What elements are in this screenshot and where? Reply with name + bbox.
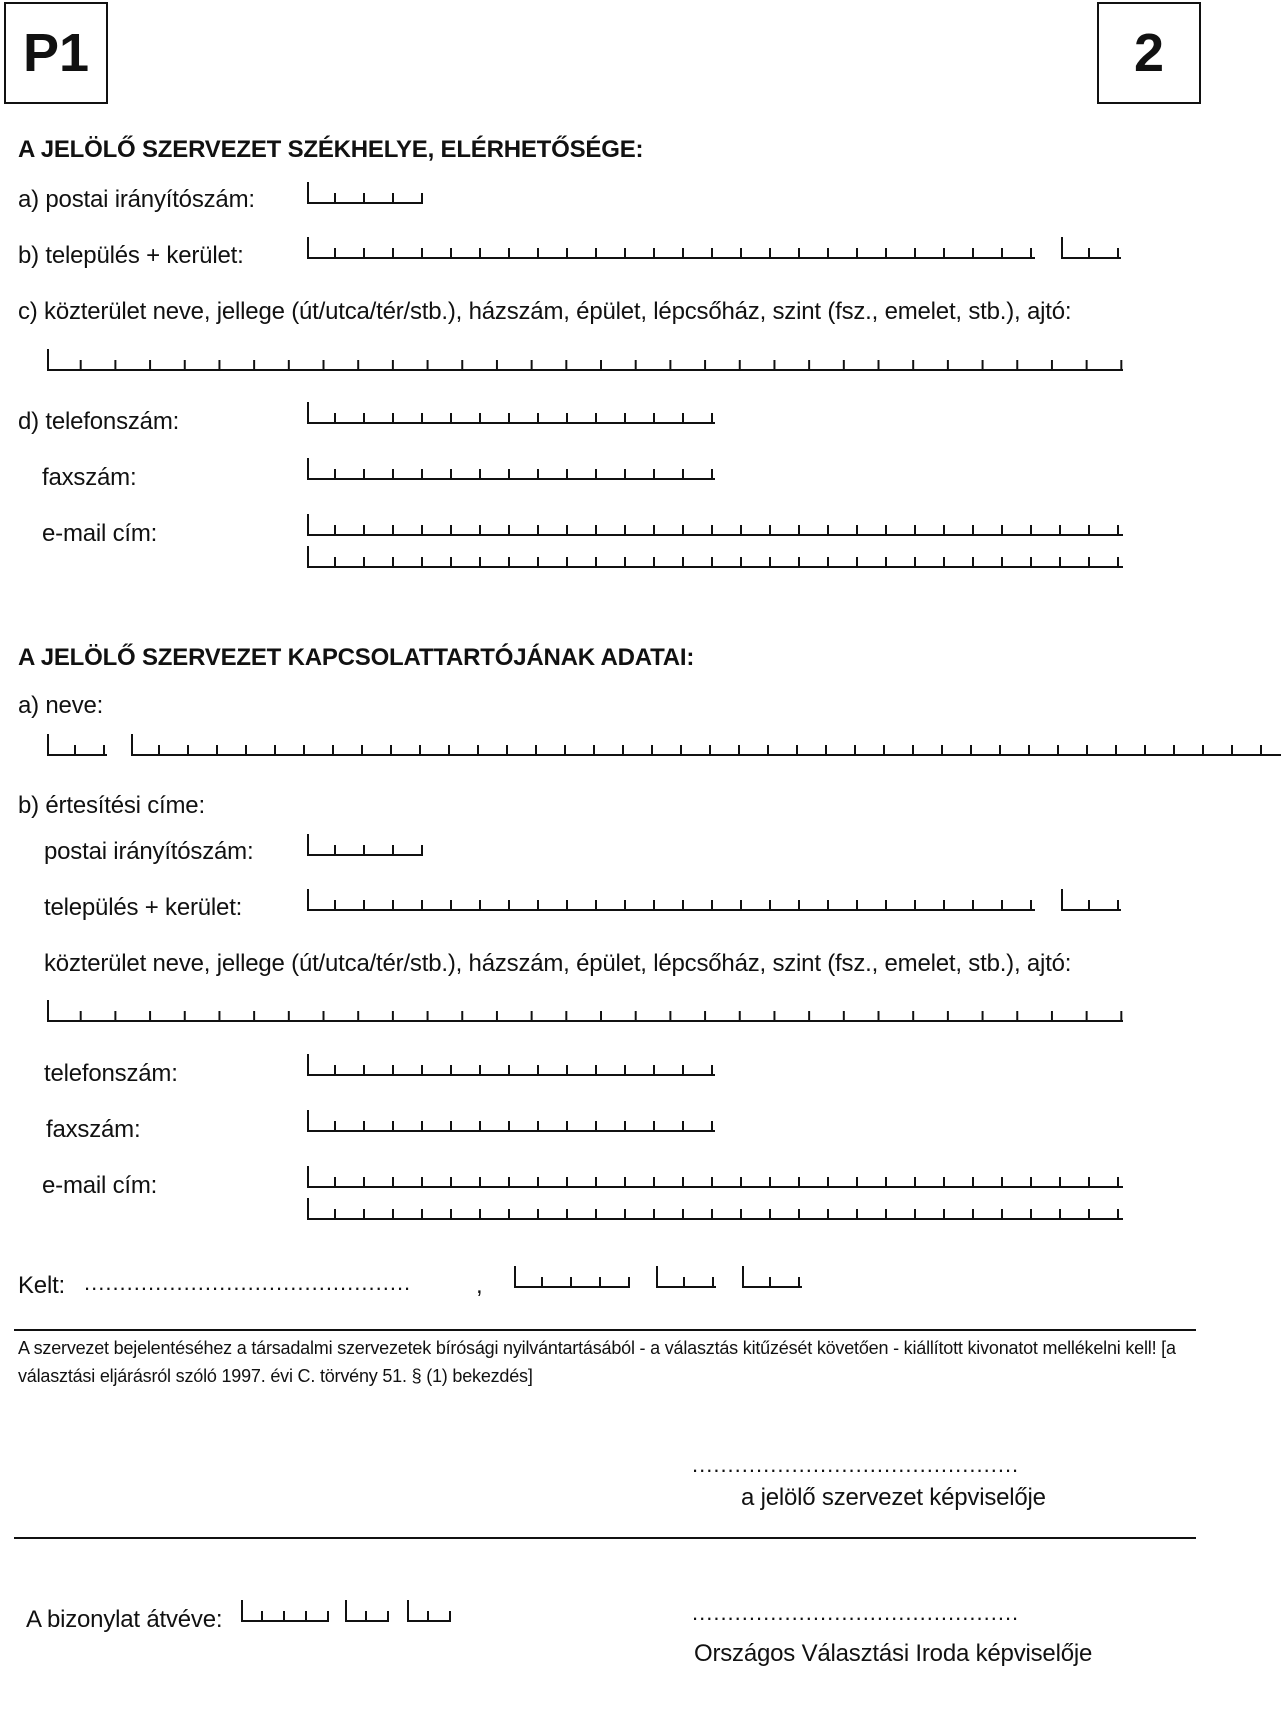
- contact-title-field[interactable]: [47, 734, 107, 756]
- contact-street-label: közterület neve, jellege (út/utca/tér/stb.), házszám, épület, lépcsőház, szint (fsz., emelet, stb.), ajtó:: [44, 950, 1072, 977]
- contact-fax-label: faxszám:: [46, 1116, 141, 1143]
- kelt-label: Kelt:: [18, 1272, 66, 1299]
- receipt-year-field[interactable]: [241, 1600, 329, 1622]
- fax-label: faxszám:: [42, 464, 137, 491]
- contact-name-label: a) neve:: [18, 692, 104, 719]
- receipt-month-field[interactable]: [345, 1600, 389, 1622]
- phone-field[interactable]: [307, 402, 715, 424]
- contact-phone-field[interactable]: [307, 1054, 715, 1076]
- postal-code-field[interactable]: [307, 182, 423, 204]
- form-code: P1: [22, 23, 90, 83]
- contact-email-field-line1[interactable]: [307, 1166, 1123, 1188]
- contact-email-field-line2[interactable]: [307, 1198, 1123, 1220]
- contact-name-field[interactable]: [131, 734, 1281, 756]
- kelt-month-field[interactable]: [656, 1266, 716, 1288]
- page-number-box: [1097, 2, 1201, 104]
- contact-email-label: e-mail cím:: [42, 1172, 158, 1199]
- email-label: e-mail cím:: [42, 520, 158, 547]
- divider-top: [14, 1329, 1196, 1331]
- street-field[interactable]: [47, 349, 1123, 371]
- contact-district-field[interactable]: [1061, 889, 1121, 911]
- kelt-year-field[interactable]: [514, 1266, 630, 1288]
- postal-code-label: a) postai irányítószám:: [18, 186, 255, 213]
- contact-city-label: település + kerület:: [44, 894, 243, 921]
- contact-phone-label: telefonszám:: [44, 1060, 178, 1087]
- contact-postal-code-label: postai irányítószám:: [44, 838, 254, 865]
- contact-city-field[interactable]: [307, 889, 1035, 911]
- email-field-line1[interactable]: [307, 514, 1123, 536]
- contact-fax-field[interactable]: [307, 1110, 715, 1132]
- fax-field[interactable]: [307, 458, 715, 480]
- divider-bottom: [14, 1537, 1196, 1539]
- notification-address-label: b) értesítési címe:: [18, 792, 205, 819]
- receipt-day-field[interactable]: [407, 1600, 451, 1622]
- contact-postal-code-field[interactable]: [307, 834, 423, 856]
- contact-street-field[interactable]: [47, 1000, 1123, 1022]
- street-label: c) közterület neve, jellege (út/utca/tér/stb.), házszám, épület, lépcsőház, szint (fsz., emelet, stb.), ajtó:: [18, 298, 1072, 325]
- city-field[interactable]: [307, 237, 1035, 259]
- email-field-line2[interactable]: [307, 546, 1123, 568]
- signature-caption-representative: a jelölő szervezet képviselője: [741, 1484, 1046, 1511]
- phone-label: d) telefonszám:: [18, 408, 180, 435]
- receipt-label: A bizonylat átvéve:: [26, 1606, 223, 1633]
- section2-heading: A JELÖLŐ SZERVEZET KAPCSOLATTARTÓJÁNAK ADATAI:: [18, 644, 695, 671]
- signature-dots-representative[interactable]: ..............................................: [692, 1452, 1020, 1477]
- legal-note: A szervezet bejelentéséhez a társadalmi szervezetek bírósági nyilvántartásából - a választás kitűzését követően - kiállított kivonatot mellékelni kell! [a választási eljárásról szóló 1997. évi C. törvény 51. § (1) bekezdés]: [18, 1338, 1176, 1386]
- kelt-comma: ,: [476, 1272, 483, 1299]
- page-number: 2: [1133, 23, 1165, 83]
- form-code-box: [4, 2, 108, 104]
- signature-caption-office: Országos Választási Iroda képviselője: [694, 1640, 1093, 1667]
- district-field[interactable]: [1061, 237, 1121, 259]
- signature-dots-office[interactable]: ..............................................: [692, 1600, 1020, 1625]
- kelt-place-dots[interactable]: ..............................................: [84, 1270, 412, 1295]
- section1-heading: A JELÖLŐ SZERVEZET SZÉKHELYE, ELÉRHETŐSÉGE:: [18, 136, 644, 163]
- kelt-day-field[interactable]: [742, 1266, 802, 1288]
- city-label: b) település + kerület:: [18, 242, 244, 269]
